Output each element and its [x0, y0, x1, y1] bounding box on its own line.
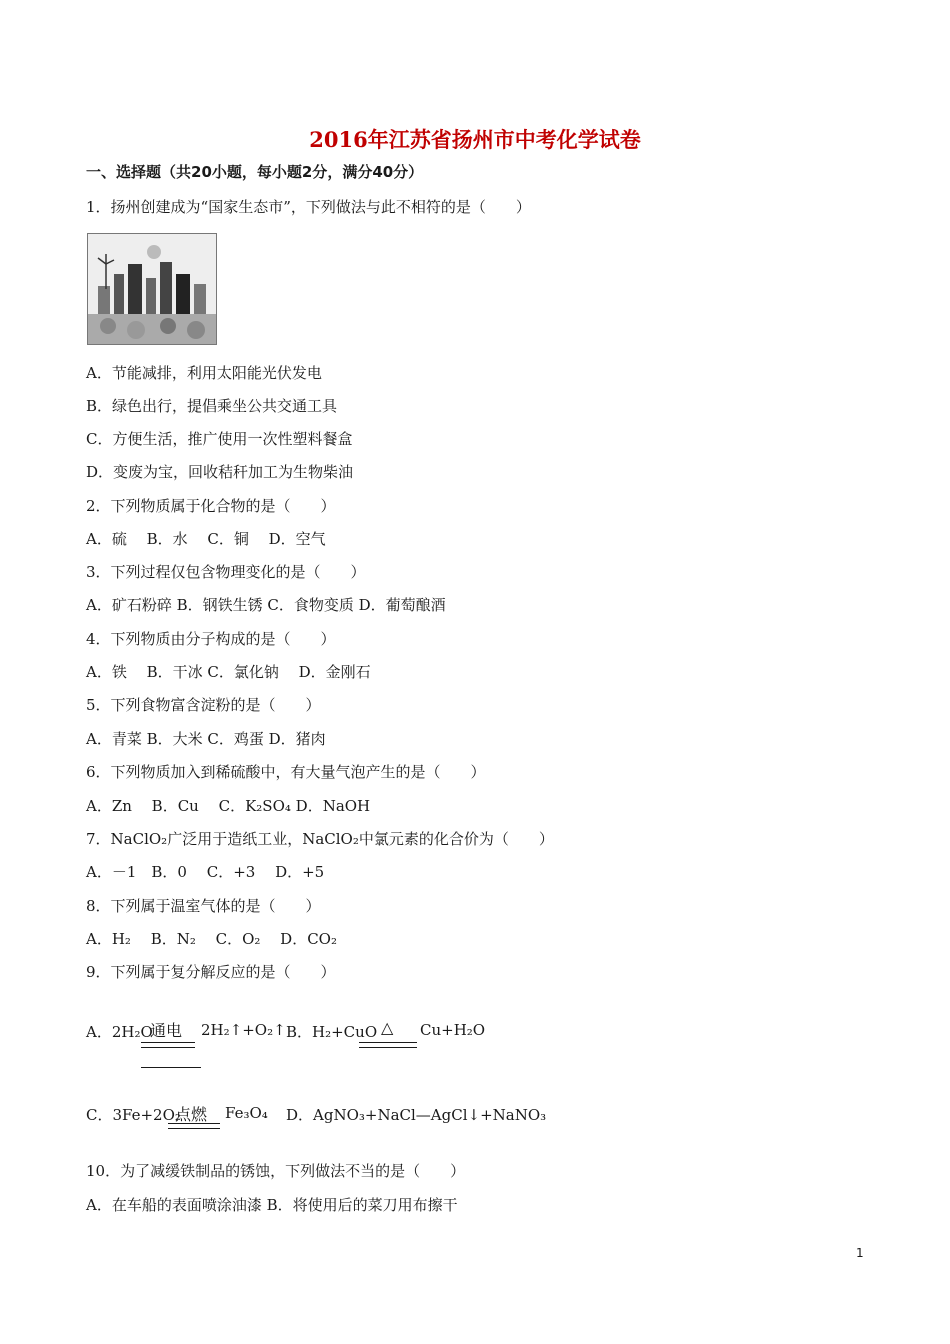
- question-6: 6．下列物质加入到稀硫酸中，有大量气泡产生的是（ ）: [86, 763, 486, 781]
- reaction-arrow: [359, 1042, 417, 1048]
- question-9-option-a-products: 2H₂↑+O₂↑: [201, 1021, 286, 1039]
- question-5-options: A．青菜 B．大米 C．鸡蛋 D．猪肉: [86, 730, 326, 748]
- reaction-arrow: [168, 1123, 220, 1129]
- question-5: 5．下列食物富含淀粉的是（ ）: [86, 696, 321, 714]
- question-8-options: A．H₂ B．N₂ C．O₂ D．CO₂: [86, 930, 337, 948]
- question-1: 1．扬州创建成为“国家生态市”，下列做法与此不相符的是（ ）: [86, 198, 531, 216]
- reaction-underline: [141, 1067, 201, 1068]
- question-4: 4．下列物质由分子构成的是（ ）: [86, 630, 336, 648]
- question-3: 3．下列过程仅包含物理变化的是（ ）: [86, 563, 366, 581]
- reaction-arrow: [141, 1042, 195, 1048]
- question-9-option-a-reactants: A．2H₂O: [86, 1023, 153, 1041]
- question-1-option-a: A．节能减排，利用太阳能光伏发电: [86, 364, 322, 382]
- question-2: 2．下列物质属于化合物的是（ ）: [86, 497, 336, 515]
- page-title: 2016年江苏省扬州市中考化学试卷: [309, 127, 641, 152]
- reaction-condition-electrolysis: 通电: [150, 1021, 183, 1040]
- question-1-option-d: D．变废为宝，回收秸秆加工为生物柴油: [86, 463, 354, 481]
- question-7-options: A．－1 B．0 C．+3 D．+5: [86, 863, 325, 881]
- section-heading: 一、选择题（共20小题，每小题2分，满分40分）: [86, 163, 424, 181]
- question-9-option-c-products: Fe₃O₄: [225, 1104, 268, 1122]
- question-9-option-b-reactants: B．H₂+CuO: [286, 1023, 378, 1041]
- question-1-option-b: B．绿色出行，提倡乘坐公共交通工具: [86, 397, 338, 415]
- question-9: 9．下列属于复分解反应的是（ ）: [86, 963, 336, 981]
- eco-city-illustration: [87, 233, 217, 345]
- page-number: 1: [856, 1246, 864, 1260]
- question-9-option-d: D．AgNO₃+NaCl—AgCl↓+NaNO₃: [286, 1106, 547, 1124]
- question-9-option-c-reactants: C．3Fe+2O₂: [86, 1106, 181, 1124]
- question-9-option-b-products: Cu+H₂O: [420, 1021, 486, 1039]
- reaction-condition-ignition: 点燃: [175, 1105, 208, 1124]
- question-10-options: A．在车船的表面喷涂油漆 B．将使用后的菜刀用布擦干: [86, 1196, 458, 1214]
- question-7: 7．NaClO₂广泛用于造纸工业，NaClO₂中氯元素的化合价为（ ）: [86, 830, 554, 848]
- question-1-option-c: C．方便生活，推广使用一次性塑料餐盒: [86, 430, 353, 448]
- question-3-options: A．矿石粉碎 B．钢铁生锈 C．食物变质 D．葡萄酿酒: [86, 596, 446, 614]
- question-10: 10．为了减缓铁制品的锈蚀，下列做法不当的是（ ）: [86, 1162, 466, 1180]
- question-6-options: A．Zn B．Cu C．K₂SO₄ D．NaOH: [86, 797, 371, 815]
- eco-city-image: [88, 234, 216, 344]
- question-4-options: A．铁 B．干冰 C．氯化钠 D．金刚石: [86, 663, 371, 681]
- question-8: 8．下列属于温室气体的是（ ）: [86, 897, 321, 915]
- question-2-options: A．硫 B．水 C．铜 D．空气: [86, 530, 326, 548]
- reaction-condition-heating: △: [381, 1018, 394, 1037]
